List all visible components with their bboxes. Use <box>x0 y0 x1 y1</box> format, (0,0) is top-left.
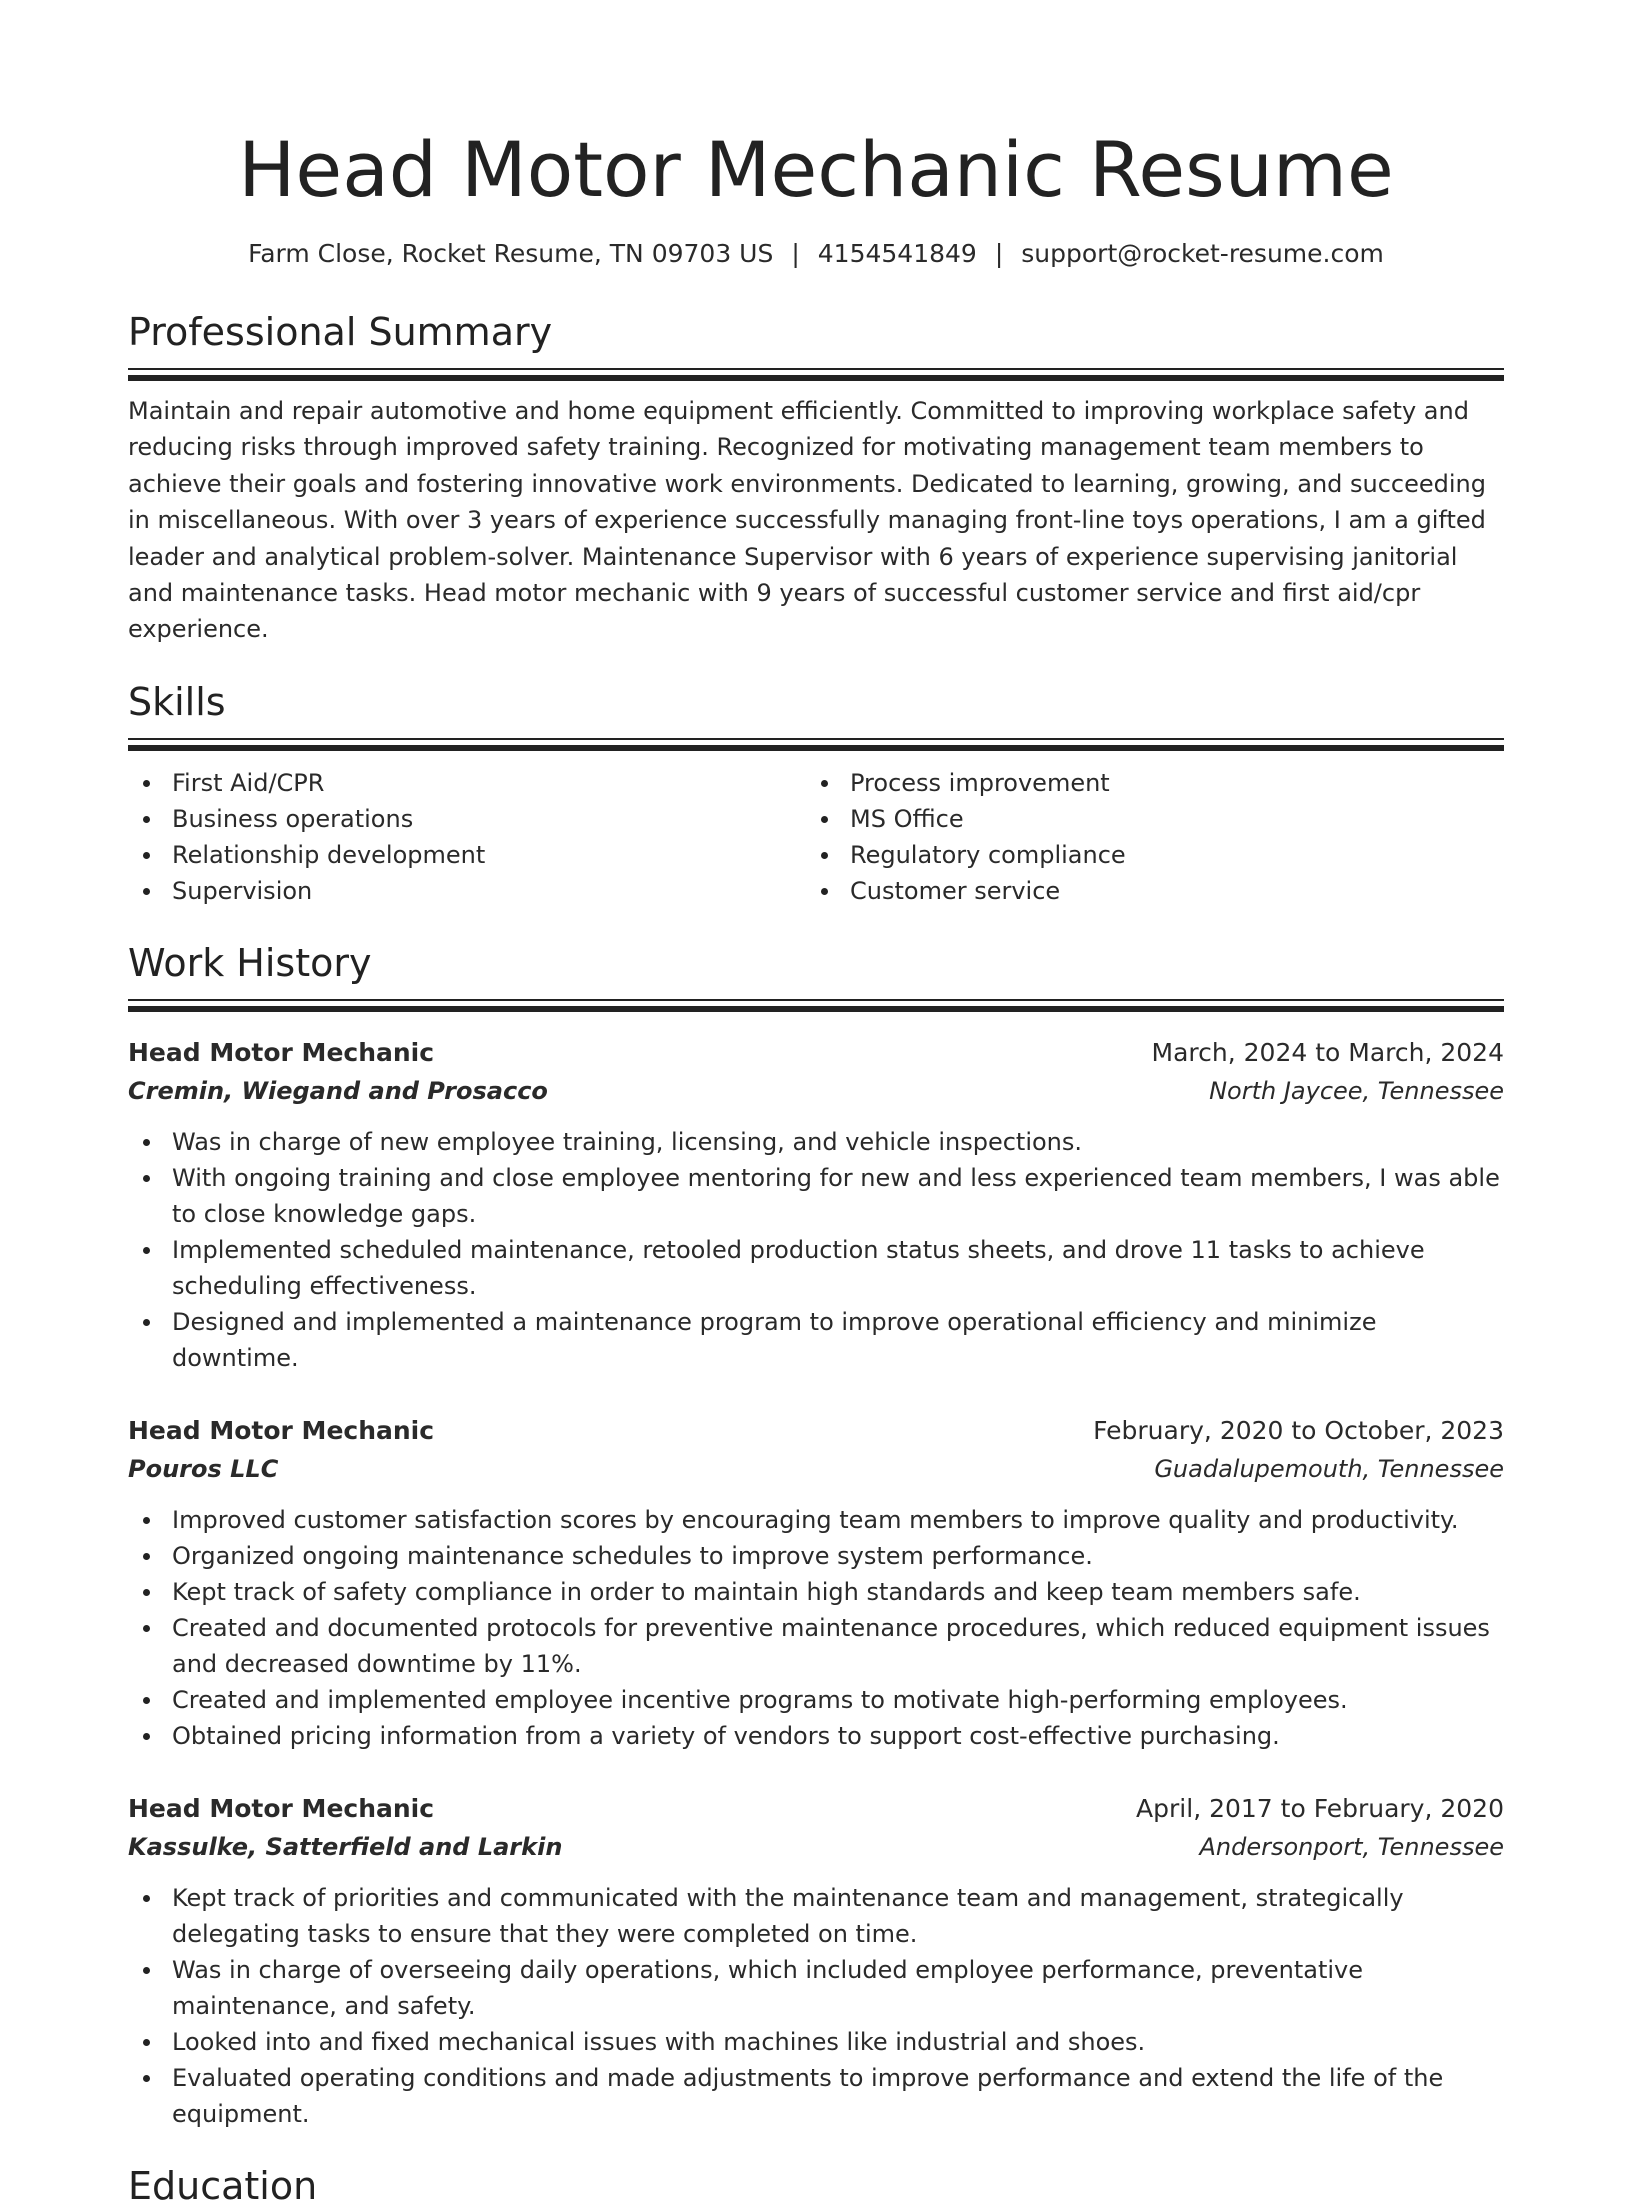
skills-column-left <box>128 765 806 909</box>
job-bullets <box>128 1880 1504 2132</box>
job-bullets <box>128 1124 1504 1376</box>
contact-separator: | <box>994 239 1004 268</box>
job-bullet: Improved customer satisfaction scores by encouraging team members to improve quality and productivity. <box>172 1502 1504 1538</box>
job-location: Andersonport, Tennessee <box>1199 1832 1504 1861</box>
job-bullet: Designed and implemented a maintenance program to improve operational efficiency and minimize downtime. <box>172 1304 1504 1376</box>
job-bullet: Organized ongoing maintenance schedules to improve system performance. <box>172 1538 1504 1574</box>
job-bullet: Created and documented protocols for preventive maintenance procedures, which reduced equipment issues and decreased downtime by 11%. <box>172 1610 1504 1682</box>
contact-email: support@rocket-resume.com <box>1021 239 1384 268</box>
job-location: North Jaycee, Tennessee <box>1209 1076 1504 1105</box>
skill-item: Business operations <box>172 801 806 837</box>
section-heading-summary: Professional Summary <box>128 310 553 354</box>
job-entry <box>128 1034 1504 1376</box>
job-bullet: Created and implemented employee incentive programs to motivate high-performing employees. <box>172 1682 1504 1718</box>
section-divider <box>128 999 1504 1012</box>
job-bullets <box>128 1502 1504 1754</box>
job-entry <box>128 1412 1504 1754</box>
section-divider <box>128 368 1504 381</box>
job-bullet: Kept track of priorities and communicated with the maintenance team and management, strategically delegating tasks to ensure that they were completed on time. <box>172 1880 1504 1952</box>
skills-section <box>128 678 1504 909</box>
job-title: Head Motor Mechanic <box>128 1037 435 1067</box>
section-heading-education: Education <box>128 2163 318 2208</box>
skill-item: MS Office <box>850 801 1484 837</box>
section-divider <box>128 738 1504 751</box>
job-bullet: Evaluated operating conditions and made adjustments to improve performance and extend the life of the equipment. <box>172 2060 1504 2132</box>
job-title: Head Motor Mechanic <box>128 1415 435 1445</box>
summary-text: Maintain and repair automotive and home equipment efficiently. Committed to improving workplace safety and reducing risks through improved safety training. Recognized for motivating management team members to achieve their goals and fostering innovative work environments. Dedicated to learning, growing, and succeeding in miscellaneous. With over 3 years of experience successfully managing front-line toys operations, I am a gifted leader and analytical problem-solver. Maintenance Supervisor with 6 years of experience supervising janitorial and maintenance tasks. Head motor mechanic with 9 years of successful customer service and first aid/cpr experience. <box>128 397 1487 644</box>
job-title: Head Motor Mechanic <box>128 1793 435 1823</box>
job-bullet: Obtained pricing information from a variety of vendors to support cost-effective purchasing. <box>172 1718 1504 1754</box>
job-dates: April, 2017 to February, 2020 <box>1136 1793 1504 1823</box>
job-dates: March, 2024 to March, 2024 <box>1151 1037 1504 1067</box>
professional-summary-section <box>128 308 1504 648</box>
job-bullet: Kept track of safety compliance in order to maintain high standards and keep team members safe. <box>172 1574 1504 1610</box>
job-company: Cremin, Wiegand and Prosacco <box>128 1076 548 1105</box>
skill-item: Process improvement <box>850 765 1484 801</box>
resume-page <box>128 0 1504 2210</box>
job-location: Guadalupemouth, Tennessee <box>1154 1454 1504 1483</box>
skill-item: Customer service <box>850 873 1484 909</box>
contact-line <box>128 236 1504 272</box>
job-entry <box>128 1790 1504 2132</box>
section-heading-skills: Skills <box>128 679 226 724</box>
job-bullet: Was in charge of overseeing daily operations, which included employee performance, preventative maintenance, and safety. <box>172 1952 1504 2024</box>
skill-item: First Aid/CPR <box>172 765 806 801</box>
contact-separator: | <box>791 239 800 268</box>
skill-item: Regulatory compliance <box>850 837 1484 873</box>
job-company: Kassulke, Satterfield and Larkin <box>128 1832 563 1861</box>
job-bullet: Implemented scheduled maintenance, retooled production status sheets, and drove 11 tasks to achieve scheduling effectiveness. <box>172 1232 1504 1304</box>
skill-item: Relationship development <box>172 837 806 873</box>
job-company: Pouros LLC <box>128 1454 279 1483</box>
page-title: Head Motor Mechanic Resume <box>238 125 1394 214</box>
section-heading-work-history: Work History <box>128 940 372 985</box>
contact-address: Farm Close, Rocket Resume, TN 09703 US <box>248 239 774 268</box>
job-bullet: With ongoing training and close employee mentoring for new and less experienced team members, I was able to close knowledge gaps. <box>172 1160 1504 1232</box>
education-section <box>128 2162 1504 2210</box>
skills-column-right <box>806 765 1484 909</box>
work-history-section <box>128 939 1504 2132</box>
job-dates: February, 2020 to October, 2023 <box>1093 1415 1504 1445</box>
skills-list <box>128 765 1504 909</box>
skill-item: Supervision <box>172 873 806 909</box>
job-bullet: Looked into and fixed mechanical issues with machines like industrial and shoes. <box>172 2024 1504 2060</box>
job-bullet: Was in charge of new employee training, licensing, and vehicle inspections. <box>172 1124 1504 1160</box>
contact-phone: 4154541849 <box>817 239 977 268</box>
